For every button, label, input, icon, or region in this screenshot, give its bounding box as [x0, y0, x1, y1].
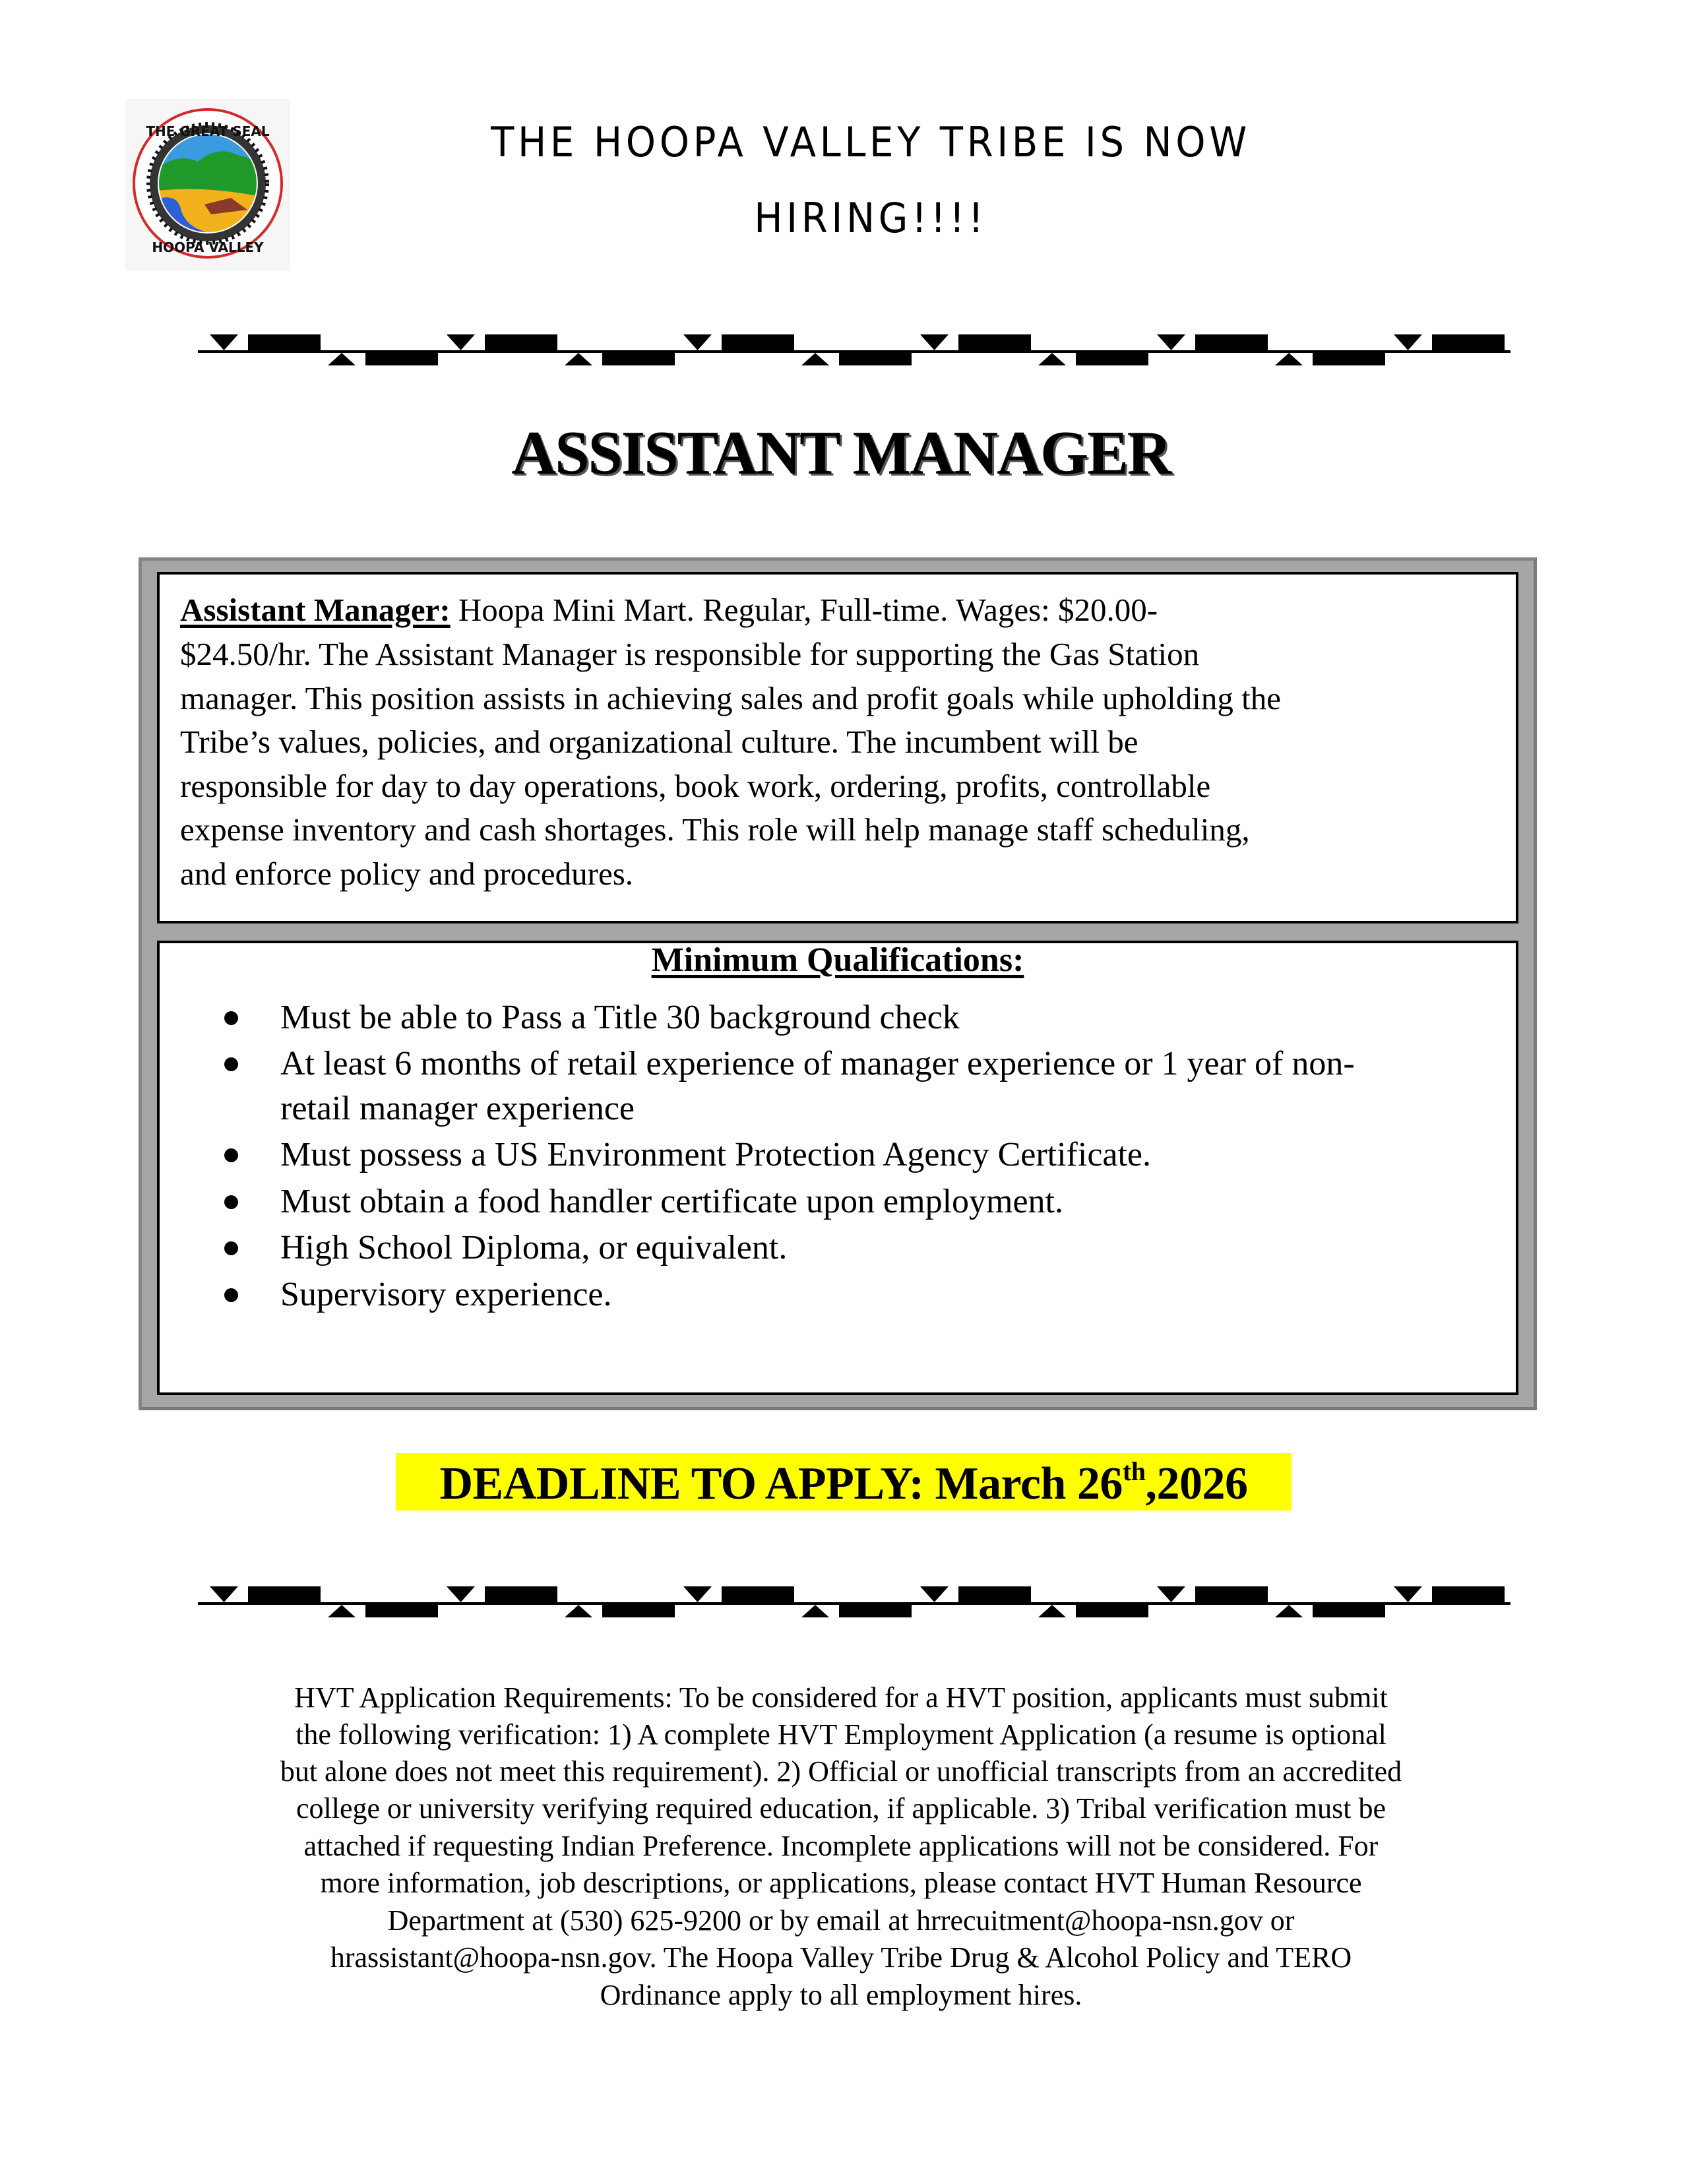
footer-line: hrassistant@hoopa-nsn.gov. The Hoopa Valley Tribe Drug & Alcohol Policy and TERO [330, 1941, 1352, 1974]
divider-block-top [485, 334, 557, 350]
decorative-divider-top [0, 330, 1682, 369]
divider-triangle-down [1157, 1586, 1185, 1602]
divider-triangle-down [447, 334, 475, 350]
description-line: and enforce policy and procedures. [180, 856, 634, 892]
divider-block-top [485, 1586, 557, 1602]
divider-triangle-up [328, 353, 356, 365]
footer-line: college or university verifying required education, if applicable. 3) Tribal verification must be [296, 1792, 1386, 1825]
ordinal-suffix: th [1122, 1456, 1146, 1486]
divider-triangle-up [801, 1605, 829, 1617]
bullet-icon [224, 1241, 238, 1255]
divider-line [198, 1602, 1511, 1605]
divider-triangle-down [210, 1586, 238, 1602]
divider-block-bottom [839, 353, 912, 365]
divider-triangle-up [1275, 353, 1303, 365]
bullet-icon [224, 1195, 238, 1209]
bullet-icon [224, 1148, 238, 1162]
description-line: Tribe’s values, policies, and organizational culture. The incumbent will be [180, 724, 1138, 760]
divider-block-top [1432, 334, 1505, 350]
divider-triangle-up [801, 353, 829, 365]
divider-triangle-down [1157, 334, 1185, 350]
divider-block-bottom [365, 353, 438, 365]
footer-line: more information, job descriptions, or applications, please contact HVT Human Resource [320, 1867, 1362, 1899]
footer-line: attached if requesting Indian Preference. Incomplete applications will not be considered. For [303, 1830, 1379, 1862]
tribal-seal-logo [125, 99, 290, 270]
divider-triangle-down [1394, 1586, 1422, 1602]
divider-block-bottom [839, 1605, 912, 1617]
divider-triangle-up [328, 1605, 356, 1617]
divider-block-bottom [1076, 1605, 1148, 1617]
divider-triangle-down [1394, 334, 1422, 350]
divider-block-bottom [1313, 353, 1385, 365]
bullet-icon [224, 1011, 238, 1025]
divider-triangle-up [1038, 1605, 1066, 1617]
deadline-text: DEADLINE TO APPLY: March 26th,2026 [439, 1456, 1248, 1509]
divider-block-bottom [602, 1605, 675, 1617]
description-line: manager. This position assists in achieving sales and profit goals while upholding the [180, 680, 1281, 716]
footer-line: but alone does not meet this requirement). 2) Official or unofficial transcripts from an accredited [280, 1755, 1402, 1788]
description-line: Assistant Manager: Hoopa Mini Mart. Regular, Full-time. Wages: $20.00- [180, 592, 1158, 628]
deadline-highlight [396, 1453, 1292, 1511]
footer-line: the following verification: 1) A complete HVT Employment Application (a resume is optional [296, 1718, 1386, 1751]
divider-triangle-up [565, 353, 592, 365]
bullet-icon [224, 1057, 238, 1071]
divider-block-top [722, 1586, 794, 1602]
divider-triangle-down [683, 1586, 712, 1602]
divider-block-top [958, 1586, 1031, 1602]
divider-block-top [248, 334, 321, 350]
divider-triangle-up [565, 1605, 592, 1617]
divider-block-top [248, 1586, 321, 1602]
divider-triangle-up [1275, 1605, 1303, 1617]
divider-triangle-down [920, 334, 949, 350]
divider-block-top [1195, 1586, 1268, 1602]
description-line: expense inventory and cash shortages. This role will help manage staff scheduling, [180, 811, 1250, 848]
svg-text:THE GREAT SEAL: THE GREAT SEAL [146, 123, 270, 139]
divider-block-top [958, 334, 1031, 350]
qualifications-heading: Minimum Qualifications: [651, 941, 1024, 979]
description-line: $24.50/hr. The Assistant Manager is responsible for supporting the Gas Station [180, 636, 1200, 672]
divider-block-top [1432, 1586, 1505, 1602]
divider-block-bottom [602, 353, 675, 365]
divider-triangle-down [210, 334, 238, 350]
divider-block-bottom [365, 1605, 438, 1617]
divider-block-bottom [1076, 353, 1148, 365]
divider-block-top [1195, 334, 1268, 350]
divider-triangle-down [683, 334, 712, 350]
footer-line: Department at (530) 625-9200 or by email at hrrecuitment@hoopa-nsn.gov or [387, 1904, 1295, 1937]
svg-text:HOOPA VALLEY: HOOPA VALLEY [152, 239, 264, 255]
description-lead: Assistant Manager: [180, 592, 451, 628]
divider-triangle-up [1038, 353, 1066, 365]
divider-block-bottom [1313, 1605, 1385, 1617]
bullet-icon [224, 1288, 238, 1302]
footer-line: HVT Application Requirements: To be considered for a HVT position, applicants must submit [294, 1681, 1388, 1714]
decorative-divider-bottom [0, 1582, 1682, 1621]
divider-triangle-down [920, 1586, 949, 1602]
job-title: ASSISTANT MANAGER [511, 419, 1171, 487]
divider-block-top [722, 334, 794, 350]
divider-line [198, 350, 1511, 353]
header-line-2: HIRING!!!! [754, 194, 987, 242]
header-line-1: THE HOOPA VALLEY TRIBE IS NOW [491, 118, 1251, 166]
footer-line: Ordinance apply to all employment hires. [600, 1979, 1082, 2011]
description-line: responsible for day to day operations, book work, ordering, profits, controllable [180, 768, 1211, 804]
divider-triangle-down [447, 1586, 475, 1602]
